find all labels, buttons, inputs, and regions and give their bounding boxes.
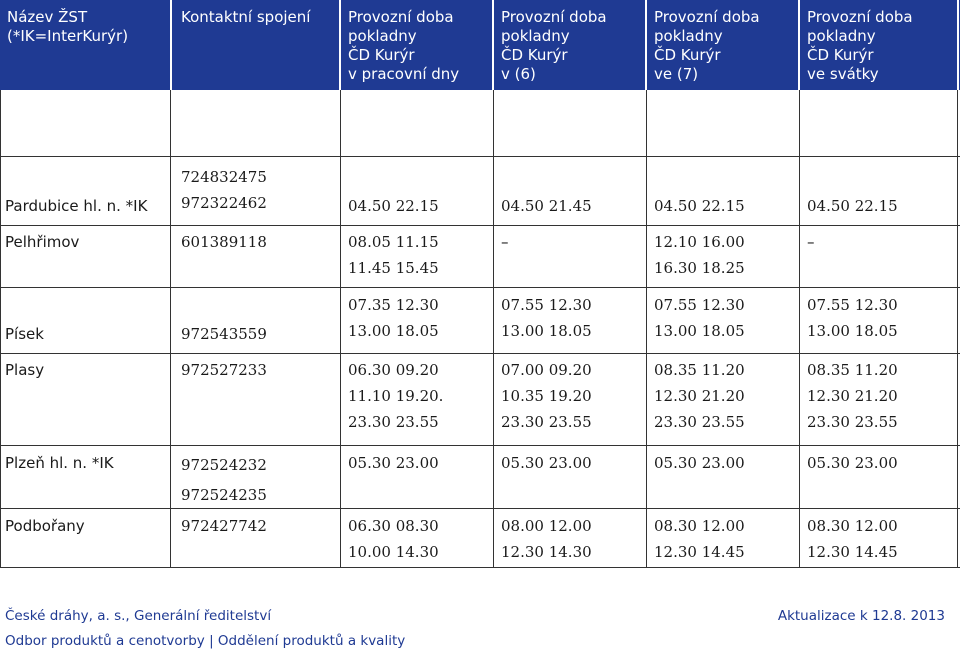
contact-phone: 972527233 [181,361,267,379]
hours-holidays: 05.30 23.00 [807,454,898,472]
hours-sunday: 12.10 16.00 16.30 18.25 [654,233,745,277]
hours-saturday: 08.00 12.00 12.30 14.30 [501,517,592,561]
station-name: Podbořany [5,517,85,535]
header-saturday: Provozní doba pokladny ČD Kurýr v (6) [501,8,607,83]
grid-line [340,90,341,568]
header-separator [492,0,494,90]
grid-line [0,287,960,288]
hours-holidays: 07.55 12.30 13.00 18.05 [807,296,898,340]
hours-saturday: 04.50 21.45 [501,197,592,215]
footer-department: Odbor produktů a cenotvorby | Oddělení produktů a kvality [5,633,406,649]
hours-holidays: – [807,233,815,251]
contact-phone: 972543559 [181,325,267,343]
station-name: Písek [5,325,44,343]
grid-line [493,90,494,568]
hours-holidays: 08.30 12.00 12.30 14.45 [807,517,898,561]
grid-line [0,508,960,509]
header-separator [957,0,959,90]
header-separator [339,0,341,90]
contact-phone: 972427742 [181,517,267,535]
hours-holidays: 04.50 22.15 [807,197,898,215]
hours-sunday: 08.30 12.00 12.30 14.45 [654,517,745,561]
grid-line [957,90,958,568]
header-separator [798,0,800,90]
grid-line [0,567,960,568]
contact-phone: 601389118 [181,233,267,251]
hours-saturday: – [501,233,509,251]
header-station: Název ŽST (*IK=InterKurýr) [7,8,129,45]
hours-saturday: 07.00 09.20 10.35 19.20 23.30 23.55 [501,361,592,431]
footer-organization: České dráhy, a. s., Generální ředitelství [5,608,272,624]
contact-phone: 972524232 972524235 [181,456,267,504]
hours-workdays: 04.50 22.15 [348,197,439,215]
grid-line [0,225,960,226]
hours-workdays: 08.05 11.15 11.45 15.45 [348,233,439,277]
header-workdays: Provozní doba pokladny ČD Kurýr v pracovní dny [348,8,460,83]
grid-line [0,90,1,568]
station-name: Plasy [5,361,45,379]
hours-sunday: 05.30 23.00 [654,454,745,472]
hours-sunday: 08.35 11.20 12.30 21.20 23.30 23.55 [654,361,745,431]
grid-line [799,90,800,568]
grid-line [170,90,171,568]
hours-saturday: 05.30 23.00 [501,454,592,472]
station-name: Plzeň hl. n. *IK [5,454,114,472]
station-name: Pardubice hl. n. *IK [5,197,148,215]
station-name: Pelhřimov [5,233,80,251]
hours-saturday: 07.55 12.30 13.00 18.05 [501,296,592,340]
header-holidays: Provozní doba pokladny ČD Kurýr ve svátky [807,8,913,83]
hours-workdays: 06.30 08.30 10.00 14.30 [348,517,439,561]
hours-sunday: 04.50 22.15 [654,197,745,215]
contact-phone: 724832475 972322462 [181,168,267,212]
grid-line [646,90,647,568]
footer-updated: Aktualizace k 12.8. 2013 [777,608,945,624]
header-sunday: Provozní doba pokladny ČD Kurýr ve (7) [654,8,760,83]
hours-sunday: 07.55 12.30 13.00 18.05 [654,296,745,340]
header-separator [645,0,647,90]
hours-holidays: 08.35 11.20 12.30 21.20 23.30 23.55 [807,361,898,431]
header-contact: Kontaktní spojení [181,8,311,26]
grid-line [0,445,960,446]
header-separator [170,0,172,90]
grid-line [0,353,960,354]
grid-line [0,156,960,157]
hours-workdays: 07.35 12.30 13.00 18.05 [348,296,439,340]
hours-workdays: 05.30 23.00 [348,454,439,472]
hours-workdays: 06.30 09.20 11.10 19.20. 23.30 23.55 [348,361,444,431]
